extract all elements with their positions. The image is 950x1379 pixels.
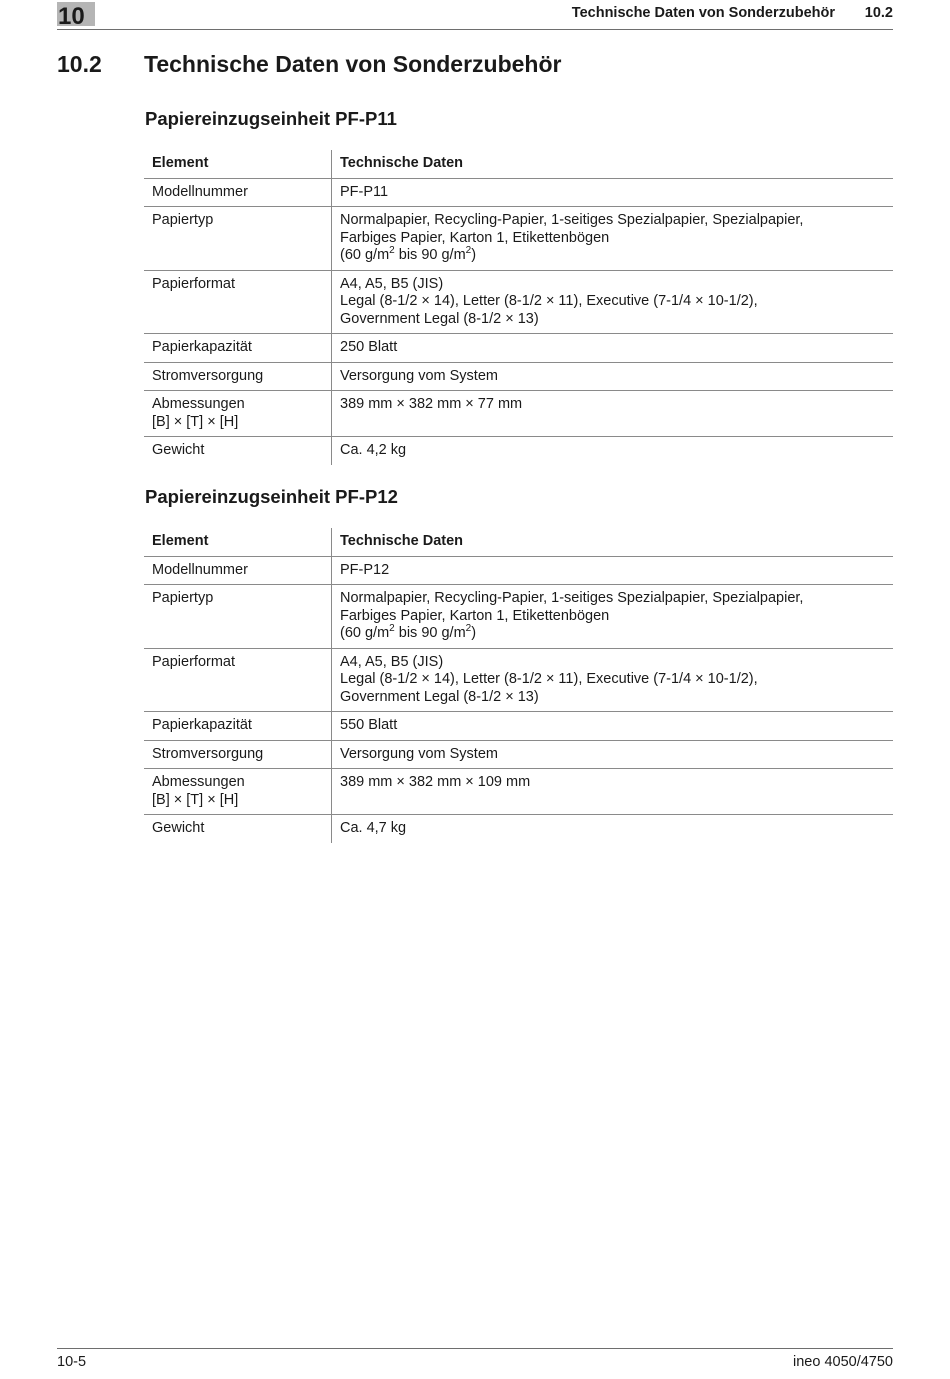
spec-table	[144, 528, 893, 843]
row-value	[332, 270, 894, 334]
section-number: 10.2	[57, 51, 102, 77]
value-line: Government Legal (8-1/2 × 13)	[340, 310, 539, 327]
row-value: 389 mm × 382 mm × 77 mm	[332, 391, 894, 437]
row-value: Versorgung vom System	[332, 362, 894, 391]
table-row	[144, 207, 893, 271]
row-value: PF-P11	[332, 178, 894, 207]
table-title: Papiereinzugseinheit PF-P11	[145, 108, 397, 129]
row-value	[332, 585, 894, 649]
row-key: Papierformat	[144, 270, 332, 334]
table-row	[144, 769, 893, 815]
row-key: Papiertyp	[144, 207, 332, 271]
column-header-data: Technische Daten	[332, 528, 894, 556]
row-key: Abmessungen [B] × [T] × [H]	[144, 769, 332, 815]
row-key: Stromversorgung	[144, 740, 332, 769]
table-header-row	[144, 150, 893, 178]
page-footer	[57, 1348, 893, 1370]
row-value: 250 Blatt	[332, 334, 894, 363]
paper-weight: (60 $g/m^2$ bis 90 $g/m^2$)	[340, 245, 477, 263]
table-row	[144, 815, 893, 843]
table-row	[144, 585, 893, 649]
header-section-number: 10.2	[864, 5, 893, 21]
column-header-element: Element	[144, 150, 332, 178]
column-header-data: Technische Daten	[332, 150, 894, 178]
column-header-element: Element	[144, 528, 332, 556]
row-key: Stromversorgung	[144, 362, 332, 391]
value-line: Government Legal (8-1/2 × 13)	[340, 688, 539, 705]
row-key: Gewicht	[144, 437, 332, 465]
chapter-number: 10	[57, 2, 95, 26]
row-value: 550 Blatt	[332, 712, 894, 741]
value-line: Farbiges Papier, Karton 1, Etikettenbögen	[340, 607, 610, 624]
row-value: Versorgung vom System	[332, 740, 894, 769]
page-header	[57, 0, 893, 30]
table-row	[144, 556, 893, 585]
row-key: Gewicht	[144, 815, 332, 843]
row-value: PF-P12	[332, 556, 894, 585]
row-key: Papiertyp	[144, 585, 332, 649]
table-row	[144, 712, 893, 741]
table-title: Papiereinzugseinheit PF-P12	[145, 486, 398, 507]
value-line: Normalpapier, Recycling-Papier, 1-seitiges Spezialpapier, Spezialpapier,	[340, 590, 804, 606]
spec-table	[144, 150, 893, 465]
table-row	[144, 362, 893, 391]
section-heading	[57, 51, 561, 78]
row-value: Ca. 4,7 kg	[340, 820, 407, 836]
table-row	[144, 740, 893, 769]
table-row	[144, 437, 893, 465]
row-key: Papierkapazität	[144, 712, 332, 741]
value-line: Farbiges Papier, Karton 1, Etikettenbögen	[340, 229, 610, 246]
page-number: 10-5	[57, 1354, 87, 1370]
paper-weight: (60 $g/m^2$ bis 90 $g/m^2$)	[340, 623, 477, 641]
value-line: A4, A5, B5 (JIS)	[340, 653, 444, 670]
row-key: Abmessungen [B] × [T] × [H]	[144, 391, 332, 437]
table-row	[144, 334, 893, 363]
row-key: Modellnummer	[144, 556, 332, 585]
table-row	[144, 178, 893, 207]
table-row	[144, 391, 893, 437]
row-key: Modellnummer	[144, 178, 332, 207]
row-key: Papierkapazität	[144, 334, 332, 363]
table-row	[144, 270, 893, 334]
table-header-row	[144, 528, 893, 556]
section-title: Technische Daten von Sonderzubehör	[144, 51, 562, 77]
value-line: Normalpapier, Recycling-Papier, 1-seitiges Spezialpapier, Spezialpapier,	[340, 212, 804, 228]
row-value: Ca. 4,2 kg	[340, 442, 407, 458]
value-line: A4, A5, B5 (JIS)	[340, 275, 444, 292]
row-value	[332, 207, 894, 271]
row-value	[332, 648, 894, 712]
row-value: 389 mm × 382 mm × 109 mm	[332, 769, 894, 815]
header-title: Technische Daten von Sonderzubehör	[571, 5, 835, 21]
value-line: Legal (8-1/2 × 14), Letter (8-1/2 × 11), Executive (7-1/4 × 10-1/2),	[340, 671, 758, 687]
product-name: ineo 4050/4750	[793, 1354, 893, 1370]
value-line: Legal (8-1/2 × 14), Letter (8-1/2 × 11), Executive (7-1/4 × 10-1/2),	[340, 293, 758, 309]
row-key: Papierformat	[144, 648, 332, 712]
table-row	[144, 648, 893, 712]
